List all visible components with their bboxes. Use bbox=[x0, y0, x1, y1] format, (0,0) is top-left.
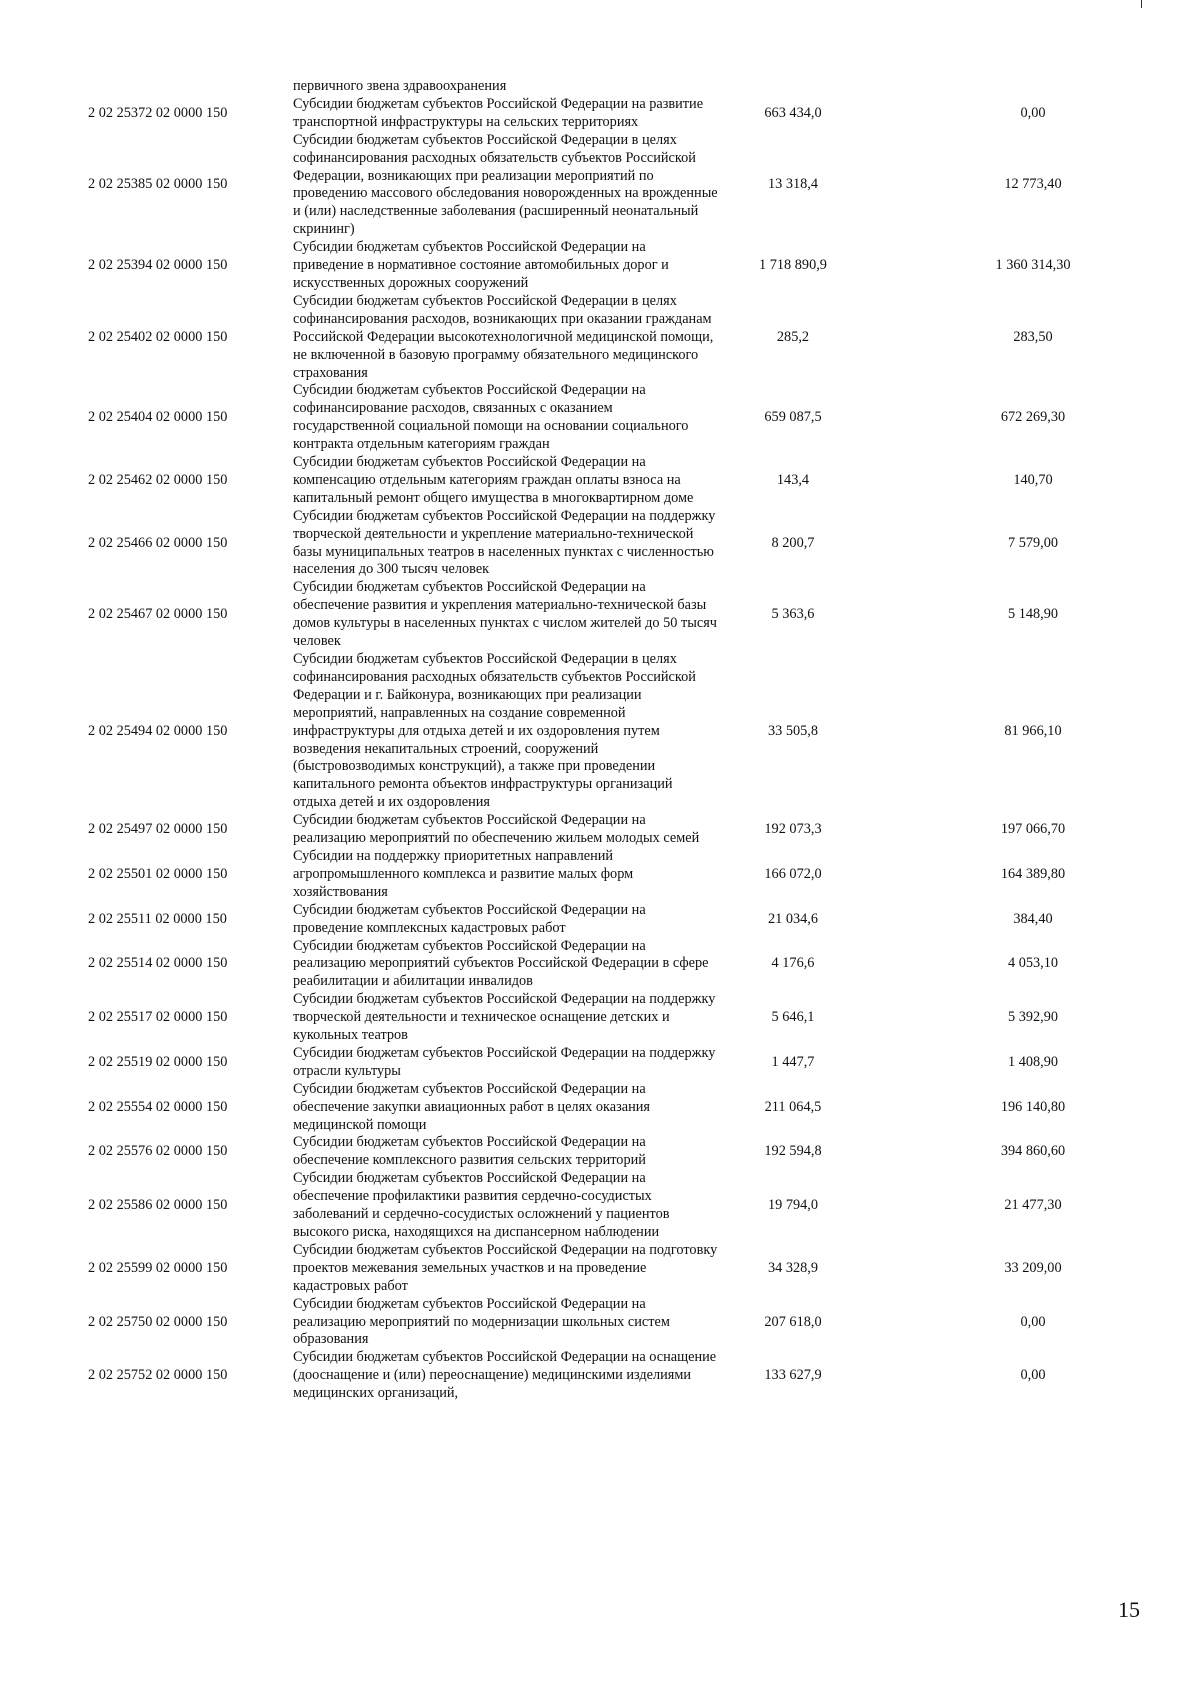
value1-cell: 133 627,9 bbox=[764, 1367, 822, 1384]
value2-cell: 140,70 bbox=[1013, 471, 1053, 488]
table-body bbox=[88, 78, 1158, 1403]
table-row bbox=[88, 1045, 1158, 1081]
table-row bbox=[88, 239, 1158, 293]
page-number: 15 bbox=[1118, 1597, 1140, 1622]
description-cell: Субсидии бюджетам субъектов Российской Федерации на проведение комплексных кадастровых работ bbox=[293, 901, 646, 936]
code-cell: 2 02 25576 02 0000 150 bbox=[88, 1143, 228, 1160]
value2-cell: 394 860,60 bbox=[1000, 1143, 1066, 1160]
table-row bbox=[88, 812, 1158, 848]
description-cell: Субсидии бюджетам субъектов Российской Федерации в целях софинансирования расходов, возникающих при оказании гражданам Российской Федерации высокотехнологичной медицинской помощи, не включенной в базовую программу обязательного медицинского страхования bbox=[293, 292, 714, 381]
description-cell: Субсидии бюджетам субъектов Российской Федерации на обеспечение закупки авиационных работ в целях оказания медицинской помощи bbox=[293, 1080, 650, 1133]
table-row bbox=[88, 508, 1158, 580]
code-cell: 2 02 25517 02 0000 150 bbox=[88, 1009, 228, 1026]
value1-cell: 5 646,1 bbox=[771, 1009, 815, 1026]
table-row bbox=[88, 1081, 1158, 1135]
value1-cell: 1 718 890,9 bbox=[759, 257, 827, 274]
description-cell: Субсидии бюджетам субъектов Российской Федерации на обеспечение развития и укрепления материально-технической базы домов культуры в населенных пунктах с числом жителей до 50 тысяч человек bbox=[293, 579, 717, 650]
value2-cell: 81 966,10 bbox=[1004, 722, 1062, 739]
table-row bbox=[88, 1170, 1158, 1242]
description-cell: Субсидии бюджетам субъектов Российской Федерации на поддержку творческой деятельности и укрепление материально-технической базы муниципальных театров в населенных пунктах с численностью населения до 300 тысяч человек bbox=[293, 507, 716, 578]
value2-cell: 384,40 bbox=[1013, 910, 1053, 927]
code-cell: 2 02 25462 02 0000 150 bbox=[88, 471, 228, 488]
value2-cell: 0,00 bbox=[1020, 1367, 1046, 1384]
code-cell: 2 02 25394 02 0000 150 bbox=[88, 257, 228, 274]
code-cell: 2 02 25519 02 0000 150 bbox=[88, 1053, 228, 1070]
code-cell: 2 02 25466 02 0000 150 bbox=[88, 534, 228, 551]
code-cell bbox=[88, 78, 293, 96]
value2-cell: 21 477,30 bbox=[1004, 1197, 1062, 1214]
value1-cell: 34 328,9 bbox=[767, 1259, 819, 1276]
code-cell: 2 02 25514 02 0000 150 bbox=[88, 955, 228, 972]
value2-cell: 4 053,10 bbox=[1007, 955, 1059, 972]
description-cell: Субсидии бюджетам субъектов Российской Федерации на приведение в нормативное состояние автомобильных дорог и искусственных дорожных сооружений bbox=[293, 239, 669, 291]
value1-cell: 33 505,8 bbox=[767, 722, 819, 739]
value1-cell: 21 034,6 bbox=[767, 910, 819, 927]
scan-mark bbox=[1141, 0, 1142, 8]
value1-cell: 143,4 bbox=[776, 471, 810, 488]
table-row bbox=[88, 1134, 1158, 1170]
value2-cell: 0,00 bbox=[1020, 1313, 1046, 1330]
description-cell: Субсидии на поддержку приоритетных направлений агропромышленного комплекса и развитие малых форм хозяйствования bbox=[293, 847, 634, 900]
description-cell: Субсидии бюджетам субъектов Российской Федерации на реализацию мероприятий субъектов Российской Федерации в сфере реабилитации и абилитации инвалидов bbox=[293, 937, 709, 990]
table-row-continuation bbox=[88, 78, 1158, 96]
code-cell: 2 02 25750 02 0000 150 bbox=[88, 1313, 228, 1330]
description-cell: Субсидии бюджетам субъектов Российской Федерации на компенсацию отдельным категориям граждан оплаты взноса на капитальный ремонт общего имущества в многоквартирном доме bbox=[293, 454, 694, 506]
table-row bbox=[88, 651, 1158, 812]
value1-cell: 659 087,5 bbox=[764, 409, 822, 426]
value2-cell: 7 579,00 bbox=[1007, 534, 1059, 551]
value1-cell: 192 073,3 bbox=[764, 821, 822, 838]
code-cell: 2 02 25402 02 0000 150 bbox=[88, 328, 228, 345]
code-cell: 2 02 25599 02 0000 150 bbox=[88, 1259, 228, 1276]
value1-cell: 13 318,4 bbox=[767, 176, 819, 193]
code-cell: 2 02 25497 02 0000 150 bbox=[88, 821, 228, 838]
table-row bbox=[88, 293, 1158, 383]
table-row bbox=[88, 902, 1158, 938]
description-cell: Субсидии бюджетам субъектов Российской Федерации в целях софинансирования расходных обязательств субъектов Российской Федерации и г. Байконура, возникающих при реализации мероприятий, направленных на создание современной инфраструктуры для отдыха детей и их оздоровления путем возведения некапитальных строений, сооружений (быстровозводимых конструкций), а также при проведении капитального ремонта объектов инфраструктуры организаций отдыха детей и их оздоровления bbox=[293, 651, 696, 811]
description-cell: Субсидии бюджетам субъектов Российской Федерации на обеспечение комплексного развития сельских территорий bbox=[293, 1134, 646, 1169]
table-row bbox=[88, 1296, 1158, 1350]
table-row bbox=[88, 382, 1158, 454]
value1-cell: 285,2 bbox=[776, 328, 810, 345]
value2-cell: 12 773,40 bbox=[1004, 176, 1062, 193]
description-cell: Субсидии бюджетам субъектов Российской Федерации на оснащение (дооснащение и (или) переоснащение) медицинскими изделиями медицинских организаций, bbox=[293, 1349, 717, 1402]
value2-cell: 197 066,70 bbox=[1000, 821, 1066, 838]
value1-cell: 166 072,0 bbox=[764, 865, 822, 882]
description-cell: Субсидии бюджетам субъектов Российской Федерации на развитие транспортной инфраструктуры на сельских территориях bbox=[293, 95, 704, 130]
value1-cell: 19 794,0 bbox=[767, 1197, 819, 1214]
value2-cell: 196 140,80 bbox=[1000, 1098, 1066, 1115]
value1-cell: 211 064,5 bbox=[764, 1098, 822, 1115]
description-cell: Субсидии бюджетам субъектов Российской Федерации в целях софинансирования расходных обязательств субъектов Российской Федерации, возникающих при реализации мероприятий по проведению массового обследования новорожденных на врожденные и (или) наследственные заболевания (расширенный неонатальный скрининг) bbox=[293, 131, 718, 238]
value2-cell: 164 389,80 bbox=[1000, 865, 1066, 882]
value1-cell: 192 594,8 bbox=[764, 1143, 822, 1160]
description-cell: Субсидии бюджетам субъектов Российской Федерации на софинансирование расходов, связанных с оказанием государственной социальной помощи на основании социального контракта отдельным категориям граждан bbox=[293, 382, 689, 453]
code-cell: 2 02 25372 02 0000 150 bbox=[88, 104, 228, 121]
code-cell: 2 02 25511 02 0000 150 bbox=[88, 910, 227, 927]
code-cell: 2 02 25467 02 0000 150 bbox=[88, 606, 228, 623]
code-cell: 2 02 25586 02 0000 150 bbox=[88, 1197, 228, 1214]
description-cell: Субсидии бюджетам субъектов Российской Федерации на подготовку проектов межевания земельных участков и на проведение кадастровых работ bbox=[293, 1241, 718, 1294]
value2-cell: 33 209,00 bbox=[1004, 1259, 1062, 1276]
value2-cell: 0,00 bbox=[1020, 104, 1046, 121]
table-row bbox=[88, 848, 1158, 902]
table-row bbox=[88, 991, 1158, 1045]
value1-cell: 207 618,0 bbox=[764, 1313, 822, 1330]
table-row bbox=[88, 96, 1158, 132]
value2-cell: 283,50 bbox=[1013, 328, 1053, 345]
code-cell: 2 02 25554 02 0000 150 bbox=[88, 1098, 228, 1115]
table-row bbox=[88, 579, 1158, 651]
description-cell: Субсидии бюджетам субъектов Российской Федерации на поддержку творческой деятельности и техническое оснащение детских и кукольных театров bbox=[293, 991, 716, 1044]
description-cell: Субсидии бюджетам субъектов Российской Федерации на обеспечение профилактики развития сердечно-сосудистых заболеваний и сердечно-сосудистых осложнений у пациентов высокого риска, находящихся на диспансерном наблюдении bbox=[293, 1170, 670, 1240]
table-row bbox=[88, 1242, 1158, 1296]
value1-cell: 5 363,6 bbox=[771, 606, 815, 623]
value2-cell: 5 392,90 bbox=[1007, 1009, 1059, 1026]
budget-revenue-table bbox=[88, 78, 1158, 1403]
code-cell: 2 02 25501 02 0000 150 bbox=[88, 865, 228, 882]
description-cell: первичного звена здравоохранения bbox=[293, 78, 507, 94]
value1-cell: 8 200,7 bbox=[771, 534, 815, 551]
table-row bbox=[88, 454, 1158, 508]
table-row bbox=[88, 1349, 1158, 1403]
description-cell: Субсидии бюджетам субъектов Российской Федерации на реализацию мероприятий по модернизации школьных систем образования bbox=[293, 1295, 670, 1348]
value2-cell: 672 269,30 bbox=[1000, 409, 1066, 426]
value2-cell: 1 360 314,30 bbox=[995, 257, 1071, 274]
value1-cell: 663 434,0 bbox=[764, 104, 822, 121]
code-cell: 2 02 25752 02 0000 150 bbox=[88, 1367, 228, 1384]
value1-cell: 4 176,6 bbox=[771, 955, 815, 972]
code-cell: 2 02 25385 02 0000 150 bbox=[88, 176, 228, 193]
code-cell: 2 02 25494 02 0000 150 bbox=[88, 722, 228, 739]
value2-cell bbox=[868, 78, 1158, 96]
description-cell: Субсидии бюджетам субъектов Российской Федерации на поддержку отрасли культуры bbox=[293, 1044, 716, 1079]
value1-cell: 1 447,7 bbox=[771, 1053, 815, 1070]
table-row bbox=[88, 132, 1158, 239]
value2-cell: 1 408,90 bbox=[1007, 1053, 1059, 1070]
value2-cell: 5 148,90 bbox=[1007, 606, 1059, 623]
description-cell: Субсидии бюджетам субъектов Российской Федерации на реализацию мероприятий по обеспечению жильем молодых семей bbox=[293, 812, 700, 847]
value1-cell bbox=[718, 78, 868, 96]
table-row bbox=[88, 938, 1158, 992]
code-cell: 2 02 25404 02 0000 150 bbox=[88, 409, 228, 426]
